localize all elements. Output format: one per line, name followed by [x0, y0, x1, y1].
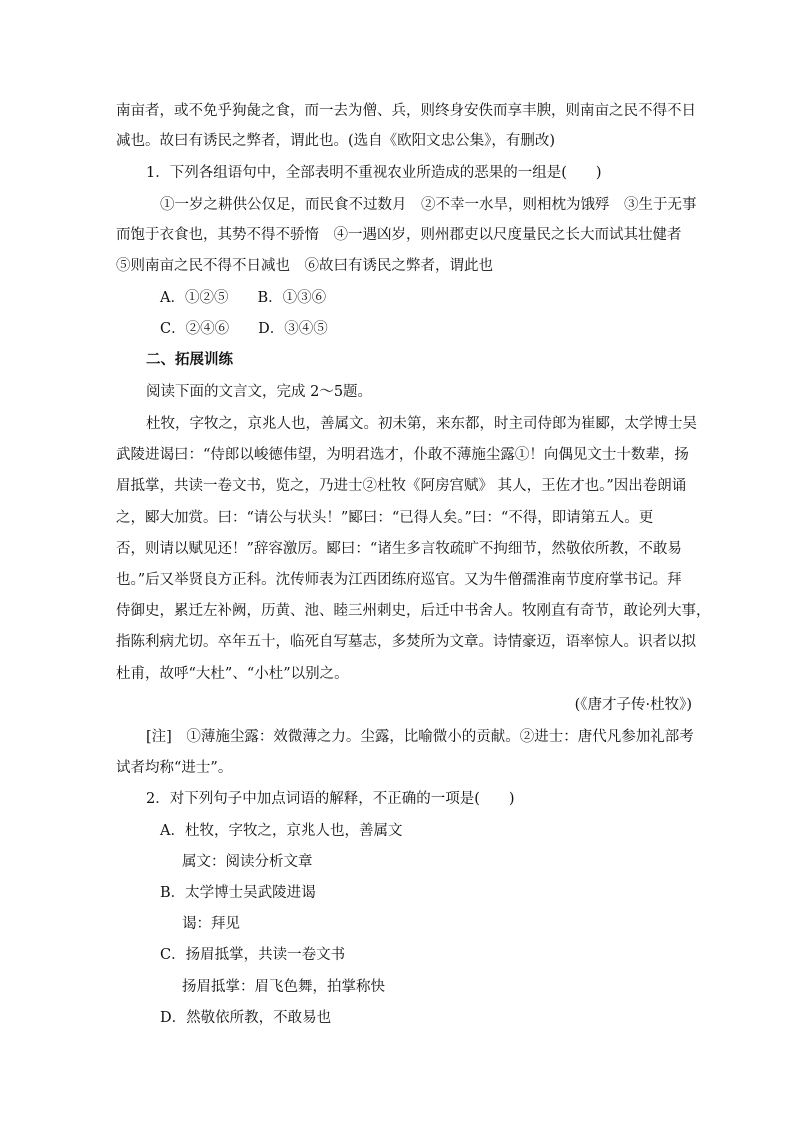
passage-line: 武陵进谒曰：“侍郎以峻德伟望，为明君选才，仆敢不薄施尘露①！向偶见文士十数辈，扬	[116, 447, 689, 463]
question-2-stem: 2．对下列句子中加点词语的解释，不正确的一项是( )	[146, 791, 515, 807]
question-1-stem: 1．下列各组语句中，全部表明不重视农业所造成的恶果的一组是( )	[146, 165, 602, 181]
option-a-explanation: 属文：阅读分析文章	[182, 854, 313, 870]
passage-line: 也。”后又举贤良方正科。沈传师表为江西团练府巡官。又为牛僧孺淮南节度府掌书记。拜	[116, 572, 682, 588]
passage-line: 指陈利病尤切。卒年五十，临死自写墓志，多焚所为文章。诗情豪迈，语率惊人。识者以拟	[116, 634, 696, 650]
passage-note: [注] ①薄施尘露：效微薄之力。尘露，比喻微小的贡献。②进士：唐代凡参加礼部考	[146, 729, 694, 745]
passage-line: 杜牧，字牧之，京兆人也，善属文。初未第，来东都，时主司侍郎为崔郾，太学博士吴	[146, 416, 697, 432]
passage-source: (《唐才子传·杜牧》)	[574, 697, 692, 713]
question-1-options: A．①②⑤ B．①③⑥	[160, 290, 327, 306]
question-1-items: ①一岁之耕供公仅足，而民食不过数月 ②不幸一水旱，则相枕为饿殍 ③生于无事	[160, 197, 697, 213]
question-1-options: C．②④⑥ D．③④⑤	[160, 321, 328, 337]
option-c-sentence: C．扬眉抵掌，共读一卷文书	[160, 947, 346, 963]
passage-line: 否，则请以赋见还！”辞容激厉。郾曰：“诸生多言牧疏旷不拘细节，然敬依所教，不敢易	[116, 541, 682, 557]
passage-line: 侍御史，累迁左补阙，历黄、池、睦三州刺史，后迁中书舍人。牧刚直有奇节，敢论列大事，	[116, 603, 711, 619]
section-title: 二、拓展训练	[146, 352, 233, 368]
passage-line: 眉抵掌，共读一卷文书，览之，乃进士②杜牧《阿房宫赋》 其人，王佐才也。”因出卷朗诵	[116, 478, 687, 494]
option-c-explanation: 扬眉抵掌：眉飞色舞，拍掌称快	[182, 979, 385, 995]
section-instruction: 阅读下面的文言文，完成 2～5题。	[146, 384, 373, 400]
passage-line: 南亩者，或不免乎狗彘之食，而一去为僧、兵，则终身安佚而享丰腴，则南亩之民不得不日	[116, 103, 696, 119]
passage-line: 杜甫，故呼“大杜”、“小杜”以别之。	[116, 666, 349, 682]
passage-line: 之，郾大加赏。曰：“请公与状头！”郾曰：“已得人矣。”曰：“不得，即请第五人。更	[116, 510, 654, 526]
option-a-sentence: A．杜牧，字牧之，京兆人也，善属文	[160, 823, 403, 839]
option-b-sentence: B．太学博士吴武陵进谒	[160, 885, 316, 901]
option-d-sentence: D．然敬依所教，不敢易也	[160, 1010, 332, 1026]
passage-note: 试者均称“进士”。	[116, 760, 233, 776]
question-1-items: ⑤则南亩之民不得不日减也 ⑥故曰有诱民之弊者，谓此也	[116, 258, 493, 274]
passage-line: 减也。故曰有诱民之弊者，谓此也。(选自《欧阳文忠公集》，有删改)	[116, 133, 556, 149]
question-1-items: 而饱于衣食也，其势不得不骄惰 ④一遇凶岁，则州郡吏以尺度量民之长大而试其壮健者	[116, 227, 682, 243]
option-b-explanation: 谒：拜见	[182, 916, 240, 932]
